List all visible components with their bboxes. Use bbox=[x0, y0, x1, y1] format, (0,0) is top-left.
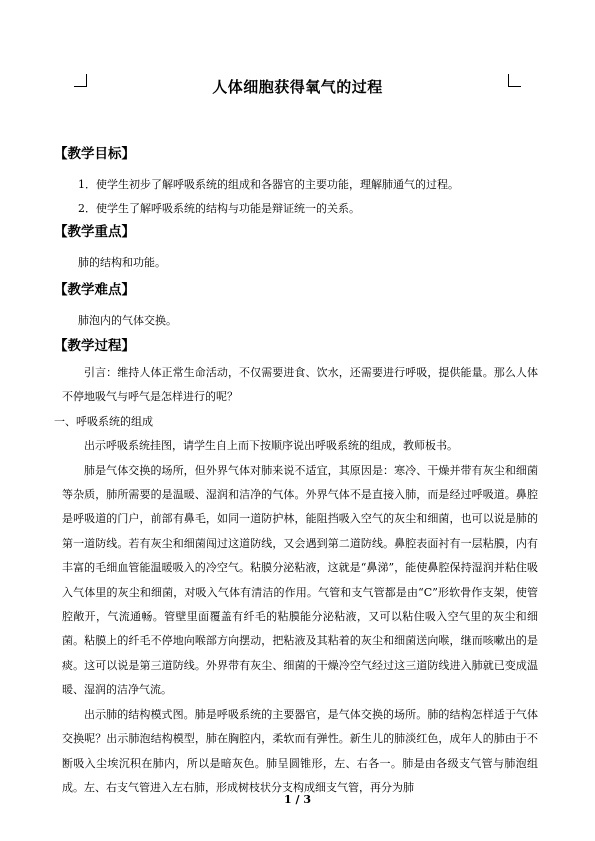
section-heading-objectives: 【教学目标】 bbox=[54, 146, 135, 162]
document-body bbox=[54, 143, 538, 800]
process-paragraph: 出示肺的结构模式图。肺是呼吸系统的主要器官，是气体交换的场所。肺的结构怎样适于气体交换呢？出示肺泡结构模型，肺在胸腔内，柔软而有弹性。新生儿的肺淡红色，成年人的肺由于不断吸入尘埃沉积在肺内，所以是暗灰色。肺呈圆锥形，左、右各一。肺是由各级支气管与肺泡组成。左、右支气管进入左右肺，形成树枝状分支构成细支气管，再分为肺 bbox=[62, 707, 538, 794]
objective-item: 1．使学生初步了解呼吸系统的组成和各器官的主要功能，理解肺通气的过程。 bbox=[78, 178, 459, 191]
section-heading-key-points: 【教学重点】 bbox=[54, 224, 135, 240]
process-paragraph: 肺是气体交换的场所，但外界气体对肺来说不适宜，其原因是：寒冷、干燥并带有灰尘和细菌等杂质，肺所需要的是温暖、湿润和洁净的气体。外界气体不是直接入肺，而是经过呼吸道。鼻腔是呼吸道的门户，前部有鼻毛，如同一道防护林，能阻挡吸入空气的灰尘和细菌，也可以说是肺的第一道防线。若有灰尘和细菌闯过这道防线，又会遇到第二道防线。鼻腔表面衬有一层粘膜，内有丰富的毛细血管能温暖吸入的冷空气。粘膜分泌粘液，这就是“鼻涕”，能使鼻腔保持湿润并粘住吸入气体里的灰尘和细菌，对吸入气体有清洁的作用。气管和支气管都是由“C”形软骨作支架，使管腔敞开，气流通畅。管壁里面覆盖有纤毛的粘膜能分泌粘液，又可以粘住吸入空气里的灰尘和细菌。粘膜上的纤毛不停地向喉部方向摆动，把粘液及其粘着的灰尘和细菌送向喉，继而咳嗽出的是痰。这可以说是第三道防线。外界带有灰尘、细菌的干燥冷空气经过这三道防线进入肺就已变成温暖、湿润的洁净气流。 bbox=[62, 463, 538, 697]
key-points-text: 肺的结构和功能。 bbox=[78, 256, 166, 269]
part1-heading: 一、呼吸系统的组成 bbox=[54, 414, 153, 428]
document-title: 人体细胞获得氧气的过程 bbox=[212, 78, 383, 96]
process-intro: 引言：维持人体正常生命活动，不仅需要进食、饮水，还需要进行呼吸，提供能量。那么人体不停地吸气与呼气是怎样进行的呢？ bbox=[62, 366, 538, 404]
section-heading-process: 【教学过程】 bbox=[54, 338, 135, 354]
section-heading-difficulties: 【教学难点】 bbox=[54, 282, 135, 298]
process-paragraph: 出示呼吸系统挂图，请学生自上而下按顺序说出呼吸系统的组成，教师板书。 bbox=[84, 439, 458, 453]
objective-item: 2．使学生了解呼吸系统的结构与功能是辩证统一的关系。 bbox=[78, 202, 360, 215]
page-number: 1 / 3 bbox=[284, 793, 311, 806]
difficulties-text: 肺泡内的气体交换。 bbox=[78, 314, 177, 327]
